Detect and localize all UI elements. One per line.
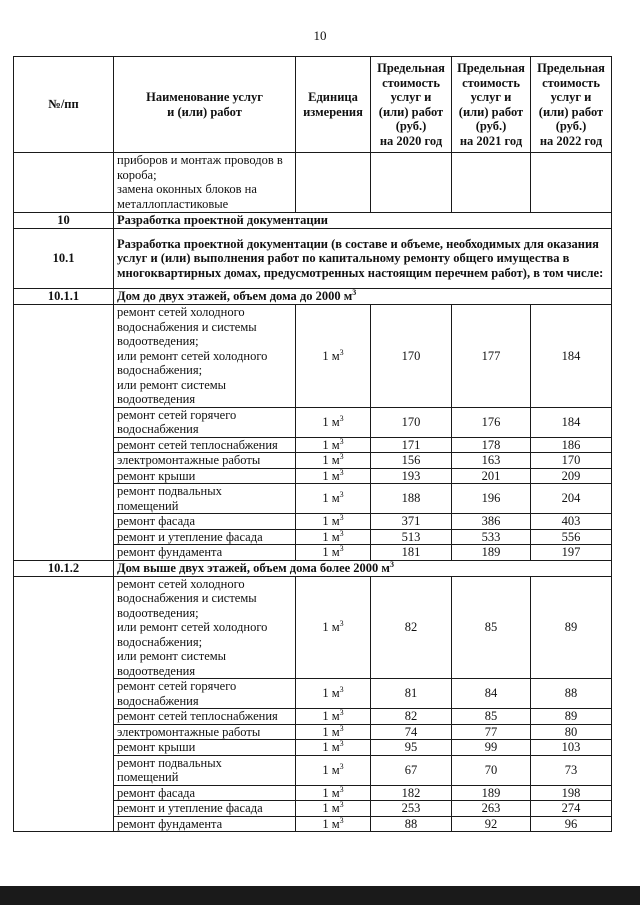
unit-text: 1 м — [322, 740, 340, 754]
unit-superscript: 3 — [339, 799, 344, 809]
work-name: ремонт фасада — [114, 785, 296, 801]
unit-text: 1 м — [322, 468, 340, 483]
unit-superscript: 3 — [339, 543, 344, 553]
unit-text: 1 м — [322, 545, 340, 559]
price-2022: 197 — [531, 545, 612, 561]
price-2022: 103 — [531, 740, 612, 756]
unit-superscript: 3 — [339, 738, 344, 748]
price-2020: 95 — [371, 740, 452, 756]
price-2021: 70 — [452, 755, 531, 785]
work-name: ремонт крыши — [114, 468, 296, 484]
unit — [296, 785, 371, 801]
price-2022: 209 — [531, 468, 612, 484]
price-2022: 89 — [531, 576, 612, 679]
unit-superscript: 3 — [339, 618, 344, 628]
unit — [296, 679, 371, 709]
price-2021: 77 — [452, 724, 531, 740]
price-2021: 92 — [452, 816, 531, 832]
price-2021: 178 — [452, 437, 531, 453]
continuation-num — [14, 153, 114, 213]
work-name: ремонт и утепление фасада — [114, 529, 296, 545]
scan-bottom-edge — [0, 886, 640, 905]
price-2020: 170 — [371, 407, 452, 437]
price-2020: 74 — [371, 724, 452, 740]
price-2022: 184 — [531, 305, 612, 408]
unit-text: 1 м — [322, 414, 340, 429]
price-2022: 170 — [531, 453, 612, 469]
price-2021: 189 — [452, 545, 531, 561]
unit-superscript: 3 — [339, 784, 344, 794]
price-2021: 533 — [452, 529, 531, 545]
price-2021: 386 — [452, 514, 531, 530]
section-title: Дом выше двух этажей, объем дома более 2000 $м^3$ — [114, 560, 612, 576]
unit-text: 1 м — [322, 816, 340, 831]
price-table — [13, 56, 612, 832]
unit-text: 1 м — [322, 514, 340, 528]
work-name: электромонтажные работы — [114, 724, 296, 740]
work-name: ремонт сетей теплоснабжения — [114, 709, 296, 725]
price-2020: 81 — [371, 679, 452, 709]
unit-superscript: 3 — [339, 685, 344, 695]
price-2021: 196 — [452, 484, 531, 514]
price-2021: 177 — [452, 305, 531, 408]
section-num: 10.1.2 — [14, 560, 114, 576]
unit-superscript: 3 — [339, 512, 344, 522]
price-2020: 193 — [371, 468, 452, 484]
page-number: 10 — [313, 28, 327, 43]
unit — [296, 545, 371, 561]
group-num-blank — [14, 576, 114, 832]
unit — [296, 576, 371, 679]
table-header-row — [14, 57, 612, 153]
price-2022: 73 — [531, 755, 612, 785]
section-row-10-1-2 — [14, 560, 612, 576]
unit — [296, 740, 371, 756]
price-2020: 181 — [371, 545, 452, 561]
price-2020: 82 — [371, 576, 452, 679]
price-2022: 184 — [531, 407, 612, 437]
unit — [296, 801, 371, 817]
price-2020: 513 — [371, 529, 452, 545]
price-2022: 96 — [531, 816, 612, 832]
section-title: Разработка проектной документации (в составе и объеме, необходимых для оказания услуг и (или) выполнения работ по капитальному ремонту общего имущества в многоквартирных домах, предусмотренных настоящим перечнем работ), в том числе: — [114, 229, 612, 289]
price-2022: 186 — [531, 437, 612, 453]
price-2022: 403 — [531, 514, 612, 530]
header-num: №/пп — [14, 57, 114, 153]
work-name: ремонт сетей холодного водоснабжения и системы водоотведения; или ремонт сетей холодного водоснабжения; или ремонт системы водоотведения — [114, 305, 296, 408]
price-2022: 204 — [531, 484, 612, 514]
price-2022: 556 — [531, 529, 612, 545]
section-num: 10.1 — [14, 229, 114, 289]
header-price-2020: Предельная стоимость услуг и (или) работ (руб.) на 2020 год — [371, 57, 452, 153]
unit-text: 1 м — [322, 709, 340, 723]
price-2022: 198 — [531, 785, 612, 801]
work-name: ремонт сетей горячего водоснабжения — [114, 407, 296, 437]
continuation-row — [14, 153, 612, 213]
unit-superscript: 3 — [339, 490, 344, 500]
price-2021: 84 — [452, 679, 531, 709]
price-2020: 67 — [371, 755, 452, 785]
work-name: ремонт подвальных помещений — [114, 755, 296, 785]
work-name: ремонт сетей холодного водоснабжения и системы водоотведения; или ремонт сетей холодного водоснабжения; или ремонт системы водоотведения — [114, 576, 296, 679]
continuation-text: приборов и монтаж проводов в короба; замена оконных блоков на металлопластиковые — [114, 153, 296, 213]
section-title: Разработка проектной документации — [114, 213, 612, 229]
price-2022: 88 — [531, 679, 612, 709]
price-2020: 82 — [371, 709, 452, 725]
unit — [296, 407, 371, 437]
unit-text: 1 м — [322, 348, 340, 363]
price-2020: 188 — [371, 484, 452, 514]
header-price-2021: Предельная стоимость услуг и (или) работ (руб.) на 2021 год — [452, 57, 531, 153]
work-name: ремонт подвальных помещений — [114, 484, 296, 514]
section-row-10-1 — [14, 229, 612, 289]
work-name: ремонт фундамента — [114, 816, 296, 832]
unit-superscript: 3 — [339, 347, 344, 357]
price-2021: 263 — [452, 801, 531, 817]
unit-superscript: 3 — [339, 528, 344, 538]
work-name: электромонтажные работы — [114, 453, 296, 469]
unit — [296, 724, 371, 740]
section-num: 10.1.1 — [14, 289, 114, 305]
unit — [296, 453, 371, 469]
unit-superscript: 3 — [339, 436, 344, 446]
price-2020: 371 — [371, 514, 452, 530]
work-name: ремонт и утепление фасада — [114, 801, 296, 817]
unit-superscript: 3 — [339, 467, 344, 477]
unit-text: 1 м — [322, 620, 340, 634]
unit-text: 1 м — [322, 437, 340, 452]
unit — [296, 514, 371, 530]
unit-text: 1 м — [322, 801, 340, 815]
unit-text: 1 м — [322, 453, 340, 467]
unit — [296, 484, 371, 514]
price-2021: 201 — [452, 468, 531, 484]
price-2020: 88 — [371, 816, 452, 832]
group-num-blank — [14, 305, 114, 561]
price-2020: 156 — [371, 453, 452, 469]
price-2022: 89 — [531, 709, 612, 725]
price-2022: 274 — [531, 801, 612, 817]
unit — [296, 468, 371, 484]
header-price-2022: Предельная стоимость услуг и (или) работ (руб.) на 2022 год — [531, 57, 612, 153]
unit — [296, 816, 371, 832]
unit-text: 1 м — [322, 724, 340, 739]
price-2020: 170 — [371, 305, 452, 408]
section-num: 10 — [14, 213, 114, 229]
unit-superscript: 3 — [339, 707, 344, 717]
unit — [296, 755, 371, 785]
price-2020: 182 — [371, 785, 452, 801]
unit-superscript: 3 — [339, 761, 344, 771]
unit — [296, 305, 371, 408]
price-2021: 189 — [452, 785, 531, 801]
unit-superscript: 3 — [339, 723, 344, 733]
table-row — [14, 305, 612, 408]
unit-text: 1 м — [322, 785, 340, 800]
work-name: ремонт сетей горячего водоснабжения — [114, 679, 296, 709]
table-row — [14, 576, 612, 679]
unit — [296, 709, 371, 725]
work-name: ремонт фундамента — [114, 545, 296, 561]
price-2021: 85 — [452, 709, 531, 725]
price-2021: 85 — [452, 576, 531, 679]
header-unit: Единица измерения — [296, 57, 371, 153]
price-2020: 171 — [371, 437, 452, 453]
section-row-10 — [14, 213, 612, 229]
work-name: ремонт фасада — [114, 514, 296, 530]
unit-text: 1 м — [322, 491, 340, 506]
unit-superscript: 3 — [339, 413, 344, 423]
price-2020: 253 — [371, 801, 452, 817]
unit-text: 1 м — [322, 686, 340, 701]
price-2021: 163 — [452, 453, 531, 469]
section-title: Дом до двух этажей, объем дома до 2000 $м^3$ — [114, 289, 612, 305]
price-2021: 176 — [452, 407, 531, 437]
price-2021: 99 — [452, 740, 531, 756]
unit-superscript: 3 — [339, 451, 344, 461]
unit — [296, 437, 371, 453]
unit — [296, 529, 371, 545]
unit-superscript: 3 — [339, 815, 344, 825]
unit-text: 1 м — [322, 529, 340, 544]
work-name: ремонт сетей теплоснабжения — [114, 437, 296, 453]
work-name: ремонт крыши — [114, 740, 296, 756]
section-row-10-1-1 — [14, 289, 612, 305]
unit-text: 1 м — [322, 762, 340, 777]
header-name: Наименование услуг и (или) работ — [114, 57, 296, 153]
price-2022: 80 — [531, 724, 612, 740]
